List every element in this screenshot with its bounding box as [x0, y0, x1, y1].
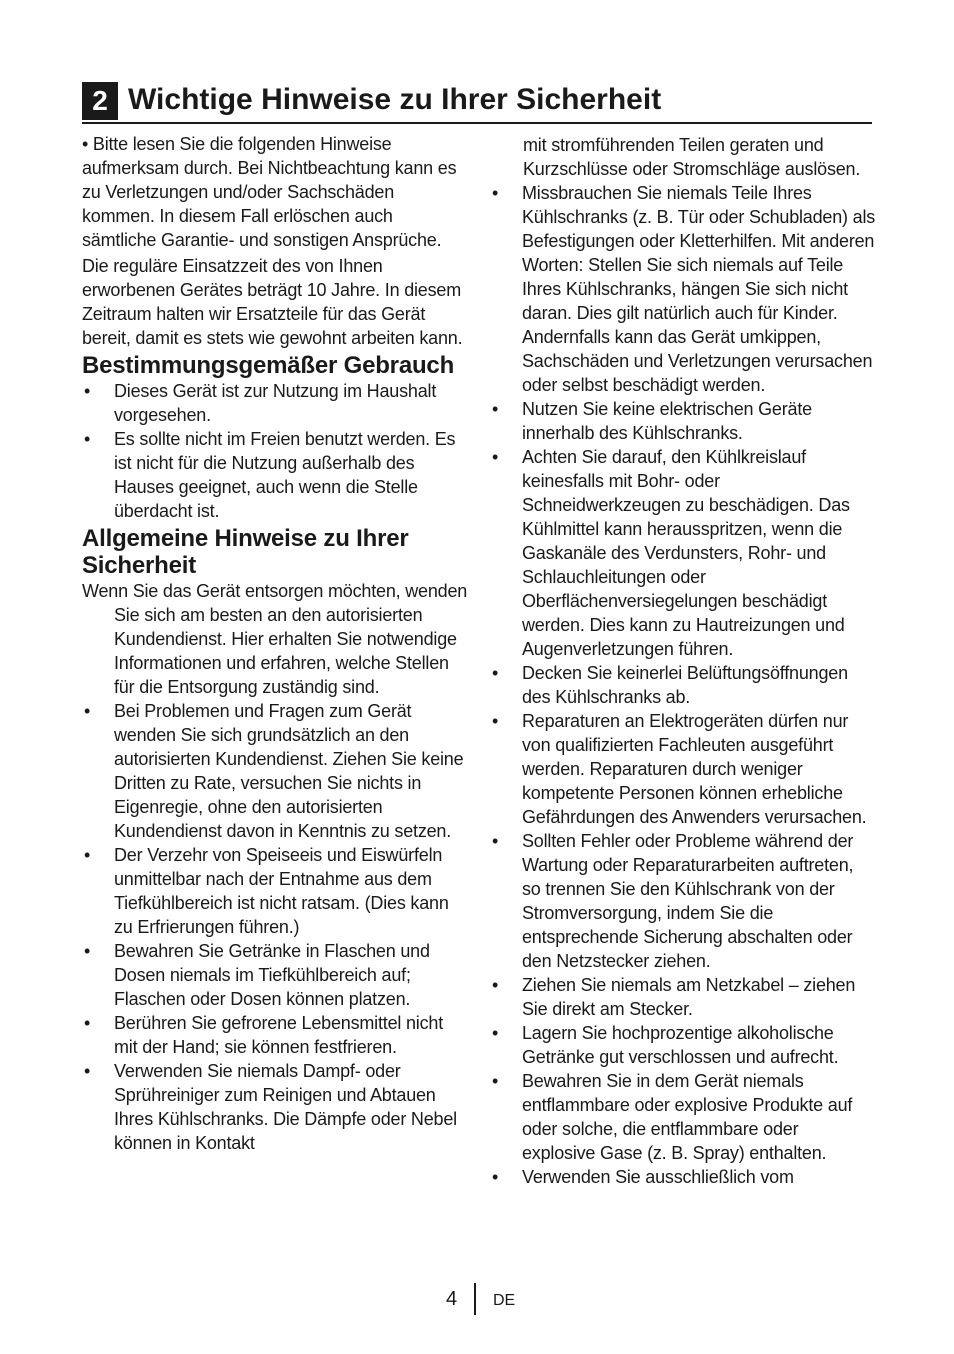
continued-text: mit stromführenden Teilen geraten und Kurzschlüsse oder Stromschläge auslösen. [523, 135, 861, 179]
bullet: • [84, 941, 91, 961]
right-column [490, 133, 876, 1189]
disposal-paragraph: Wenn Sie das Gerät entsorgen möchten, wenden Sie sich am besten an den autorisierten Kundendienst. Hier erhalten Sie notwendige Informationen und erfahren, welche Stellen für die Entsorgung zuständig sind. [82, 581, 468, 697]
list-item: • Missbrauchen Sie niemals Teile Ihres Kühlschranks (z. B. Tür oder Schubladen) als Befestigungen oder Kletterhilfen. Mit anderen Worten: Stellen Sie sich niemals auf Teile Ihres Kühlschranks, hängen Sie sich nicht daran. Dies gilt natürlich auch für Kinder. Andernfalls kann das Gerät umkippen, Sachschäden und Verletzungen verursachen oder selbst beschädigt werden. [492, 183, 876, 395]
bullet: • [492, 447, 499, 467]
safety-list-right [490, 181, 876, 1189]
list-item: • Der Verzehr von Speiseeis und Eiswürfeln unmittelbar nach der Entnahme aus dem Tiefkühlbereich ist nicht ratsam. (Dies kann zu Erfrierungen führen.) [84, 845, 449, 937]
left-column [82, 132, 468, 1155]
list-item: • Nutzen Sie keine elektrischen Geräte innerhalb des Kühlschranks. [492, 399, 812, 443]
list-item: • Decken Sie keinerlei Belüftungsöffnungen des Kühlschranks ab. [492, 663, 848, 707]
bullet: • [84, 701, 91, 721]
bullet: • [492, 1071, 499, 1091]
bullet: • [492, 1167, 499, 1187]
list-item: • Bei Problemen und Fragen zum Gerät wenden Sie sich grundsätzlich an den autorisierten Kundendienst. Ziehen Sie keine Dritten zu Rate, versuchen Sie nichts in Eigenregie, ohne den autorisierten Kundendienst davon in Kenntnis zu setzen. [84, 701, 464, 841]
bullet: • [84, 1013, 91, 1033]
bullet: • [84, 845, 91, 865]
bullet: • [492, 399, 499, 419]
list-item: • Dieses Gerät ist zur Nutzung im Haushalt vorgesehen. [84, 381, 437, 425]
list-item: • Bewahren Sie Getränke in Flaschen und Dosen niemals im Tiefkühlbereich auf; Flaschen oder Dosen können platzen. [84, 941, 430, 1009]
chapter-title: Wichtige Hinweise zu Ihrer Sicherheit [128, 83, 662, 116]
section-title-intended-use: Bestimmungsgemäßer Gebrauch [82, 352, 455, 379]
language-code: DE [493, 1292, 516, 1309]
bullet: • [492, 711, 499, 731]
page-number: 4 [446, 1288, 458, 1310]
list-item: • Bewahren Sie in dem Gerät niemals entflammbare oder explosive Produkte auf oder solche, die entflammbare oder explosive Gase (z. B. Spray) enthalten. [492, 1071, 853, 1163]
intro-paragraph: • Bitte lesen Sie die folgenden Hinweise aufmerksam durch. Bei Nichtbeachtung kann es zu Verletzungen und/oder Sachschäden kommen. In diesem Fall erlöschen auch sämtliche Garantie- und sonstigen Ansprüche. [82, 134, 457, 250]
list-item: • Berühren Sie gefrorene Lebensmittel nicht mit der Hand; sie können festfrieren. [84, 1013, 444, 1057]
chapter-header [82, 80, 872, 122]
page-footer [0, 1283, 954, 1317]
bullet: • [84, 429, 91, 449]
bullet: • [492, 183, 499, 203]
bullet: • [84, 381, 91, 401]
chapter-number: 2 [82, 82, 118, 120]
section-title-safety: Allgemeine Hinweise zu Ihrer Sicherheit [82, 525, 409, 579]
list-item: • Ziehen Sie niemals am Netzkabel – ziehen Sie direkt am Stecker. [492, 975, 856, 1019]
bullet: • [84, 1061, 91, 1081]
list-item: • Reparaturen an Elektrogeräten dürfen nur von qualifizierten Fachleuten ausgeführt werden. Reparaturen durch weniger kompetente Personen können erhebliche Gefährdungen des Anwenders verursachen. [492, 711, 867, 827]
intended-use-list [82, 379, 468, 523]
list-item: • Verwenden Sie ausschließlich vom [492, 1167, 794, 1187]
list-item: • Verwenden Sie niemals Dampf- oder Sprühreiniger zum Reinigen und Abtauen Ihres Kühlschranks. Die Dämpfe oder Nebel können in Kontakt [84, 1061, 457, 1153]
safety-list-left [82, 699, 468, 1155]
list-item: • Lagern Sie hochprozentige alkoholische Getränke gut verschlossen und aufrecht. [492, 1023, 839, 1067]
list-item: • Es sollte nicht im Freien benutzt werden. Es ist nicht für die Nutzung außerhalb des Hauses geeignet, auch wenn die Stelle überdacht ist. [84, 429, 456, 521]
bullet: • [492, 975, 499, 995]
lifetime-paragraph: Die reguläre Einsatzzeit des von Ihnen erworbenen Gerätes beträgt 10 Jahre. In diesem Zeitraum halten wir Ersatzteile für das Gerät bereit, damit es stets wie gewohnt arbeiten kann. [82, 256, 463, 348]
title-underline [82, 122, 872, 124]
list-item: • Sollten Fehler oder Probleme während der Wartung oder Reparaturarbeiten auftreten, so trennen Sie den Kühlschrank von der Stromversorgung, indem Sie die entsprechende Sicherung abschalten oder den Netzstecker ziehen. [492, 831, 854, 971]
bullet: • [492, 1023, 499, 1043]
bullet: • [492, 831, 499, 851]
bullet: • [492, 663, 499, 683]
footer-divider [474, 1283, 476, 1315]
list-item: • Achten Sie darauf, den Kühlkreislauf keinesfalls mit Bohr- oder Schneidwerkzeugen zu beschädigen. Das Kühlmittel kann herausspritzen, wenn die Gaskanäle des Verdunsters, Rohr- und Schlauchleitungen oder Oberflächenversiegelungen beschädigt werden. Dies kann zu Hautreizungen und Augenverletzungen führen. [492, 447, 850, 659]
